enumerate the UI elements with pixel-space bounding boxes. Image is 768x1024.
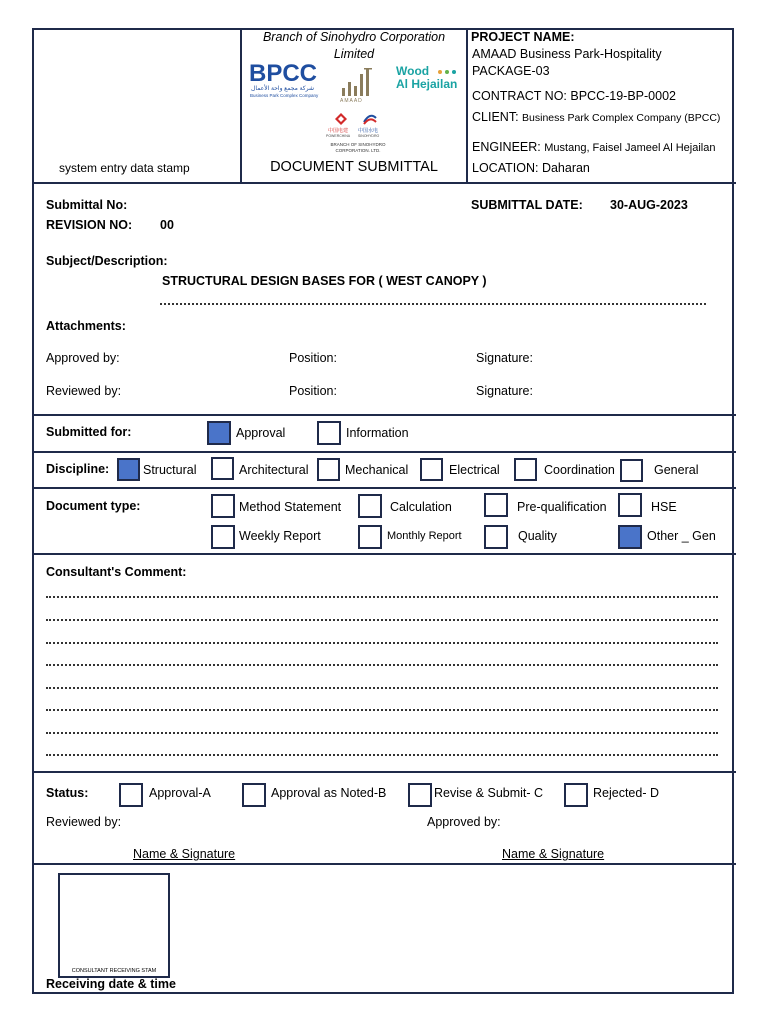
subject-value: STRUCTURAL DESIGN BASES FOR ( WEST CANOPY ) (162, 274, 487, 288)
checkbox-approval[interactable] (207, 421, 231, 445)
location (472, 161, 590, 175)
submittal-no-label: Submittal No: (46, 198, 128, 212)
reviewer-name-signature: Name & Signature (133, 847, 236, 861)
submittal-date-label: SUBMITTAL DATE: (471, 198, 583, 212)
checkbox-information[interactable] (317, 421, 341, 445)
bpcc-logo: BPCC شركة مجمع واحة الأعمال Business Park Complex Company (249, 60, 319, 98)
approver-name-signature: Name & Signature (502, 847, 605, 861)
revision-no-label: REVISION NO: (46, 218, 133, 232)
engineer (472, 140, 715, 154)
reviewed-position-label: Position: (289, 384, 337, 398)
divider (32, 451, 736, 453)
comment-line[interactable] (46, 730, 718, 734)
document-title: DOCUMENT SUBMITTAL (270, 159, 438, 175)
checkbox-general[interactable] (620, 459, 643, 482)
checkbox-calculation[interactable] (358, 494, 382, 518)
receiving-stamp-box[interactable] (58, 873, 170, 978)
divider (32, 487, 736, 489)
option-method-statement-label: Method Statement (239, 500, 342, 514)
option-mechanical-label: Mechanical (345, 463, 409, 477)
divider (32, 182, 736, 184)
approved-by-label: Approved by: (46, 351, 120, 365)
option-coordination-label: Coordination (544, 463, 615, 477)
receiving-stamp-label: CONSULTANT RECEIVING STAM (71, 968, 157, 974)
comment-line[interactable] (46, 752, 718, 756)
option-electrical-label: Electrical (449, 463, 500, 477)
option-calculation-label: Calculation (390, 500, 452, 514)
status-approval-noted-b-label: Approval as Noted-B (271, 786, 387, 800)
comment-line[interactable] (46, 707, 718, 711)
checkbox-weekly-report[interactable] (211, 525, 235, 549)
checkbox-other-gen[interactable] (618, 525, 642, 549)
comment-line[interactable] (46, 594, 718, 598)
status-revise-submit-c-label: Revise & Submit- C (434, 786, 544, 800)
branch-line1: Branch of Sinohydro Corporation (262, 30, 446, 44)
discipline-label: Discipline: (46, 462, 110, 476)
option-hse-label: HSE (651, 500, 677, 514)
status-label: Status: (46, 786, 89, 800)
checkbox-approval-noted-b[interactable] (242, 783, 266, 807)
checkbox-method-statement[interactable] (211, 494, 235, 518)
comment-line[interactable] (46, 685, 718, 689)
comment-line[interactable] (46, 640, 718, 644)
consultant-comment-label: Consultant's Comment: (46, 565, 187, 579)
checkbox-architectural[interactable] (211, 457, 234, 480)
engineer-label: ENGINEER: (472, 140, 541, 154)
document-type-label: Document type: (46, 499, 141, 513)
option-other-gen-label: Other _ Gen (647, 529, 716, 543)
client (472, 110, 720, 124)
checkbox-electrical[interactable] (420, 458, 443, 481)
approved-position-label: Position: (289, 351, 337, 365)
checkbox-approval-a[interactable] (119, 783, 143, 807)
checkbox-coordination[interactable] (514, 458, 537, 481)
option-architectural-label: Architectural (239, 463, 309, 477)
divider (466, 28, 468, 182)
checkbox-revise-submit-c[interactable] (408, 783, 432, 807)
reviewed-by-label: Reviewed by: (46, 384, 122, 398)
option-monthly-report-label: Monthly Report (387, 530, 462, 542)
location-label: LOCATION: (472, 161, 539, 175)
option-general-label: General (654, 463, 699, 477)
status-reviewed-by-label: Reviewed by: (46, 815, 122, 829)
comment-line[interactable] (46, 662, 718, 666)
attachments-label: Attachments: (46, 319, 126, 333)
client-label: CLIENT: (472, 110, 519, 124)
stamp-label: system entry data stamp (59, 161, 190, 175)
checkbox-structural[interactable] (117, 458, 140, 481)
location-value: Daharan (541, 161, 590, 175)
receiving-date-time-label: Receiving date & time (46, 977, 176, 991)
checkbox-quality[interactable] (484, 525, 508, 549)
subject-dotted-line (160, 301, 706, 305)
submittal-date-value: 30-AUG-2023 (610, 198, 688, 212)
engineer-value: Mustang, Faisel Jameel Al Hejailan (544, 142, 716, 154)
option-weekly-report-label: Weekly Report (239, 529, 321, 543)
comment-line[interactable] (46, 617, 718, 621)
branch-line2: Limited (333, 47, 375, 61)
checkbox-rejected-d[interactable] (564, 783, 588, 807)
divider (32, 414, 736, 416)
contract-no: CONTRACT NO: BPCC-19-BP-0002 (472, 89, 676, 103)
checkbox-mechanical[interactable] (317, 458, 340, 481)
status-rejected-d-label: Rejected- D (593, 786, 659, 800)
checkbox-monthly-report[interactable] (358, 525, 382, 549)
divider (32, 553, 736, 555)
status-approved-by-label: Approved by: (427, 815, 501, 829)
project-name-line1: AMAAD Business Park-Hospitality (472, 47, 662, 61)
option-quality-label: Quality (518, 529, 557, 543)
divider (32, 863, 736, 865)
divider (32, 771, 736, 773)
reviewed-signature-label: Signature: (476, 384, 533, 398)
sinohydro-logo: 中国电建 中国水电 POWERCHINA SINOHYDRO BRANCH OF SINOHYDRO CORPORATION. LTD. (322, 112, 394, 158)
checkbox-pre-qualification[interactable] (484, 493, 508, 517)
client-value: Business Park Complex Company (BPCC) (522, 112, 721, 124)
option-structural-label: Structural (143, 463, 197, 477)
option-approval-label: Approval (236, 426, 286, 440)
submitted-for-label: Submitted for: (46, 425, 132, 439)
status-approval-a-label: Approval-A (149, 786, 211, 800)
checkbox-hse[interactable] (618, 493, 642, 517)
option-information-label: Information (346, 426, 409, 440)
project-name-line2: PACKAGE-03 (472, 64, 550, 78)
option-pre-qualification-label: Pre-qualification (517, 500, 607, 514)
subject-label: Subject/Description: (46, 254, 168, 268)
amaad-logo: AMAAD (336, 66, 378, 106)
wood-hejailan-logo: Wood Al Hejailan (396, 64, 458, 91)
revision-no-value: 00 (160, 218, 174, 232)
project-name-label: PROJECT NAME: (471, 30, 575, 44)
approved-signature-label: Signature: (476, 351, 533, 365)
